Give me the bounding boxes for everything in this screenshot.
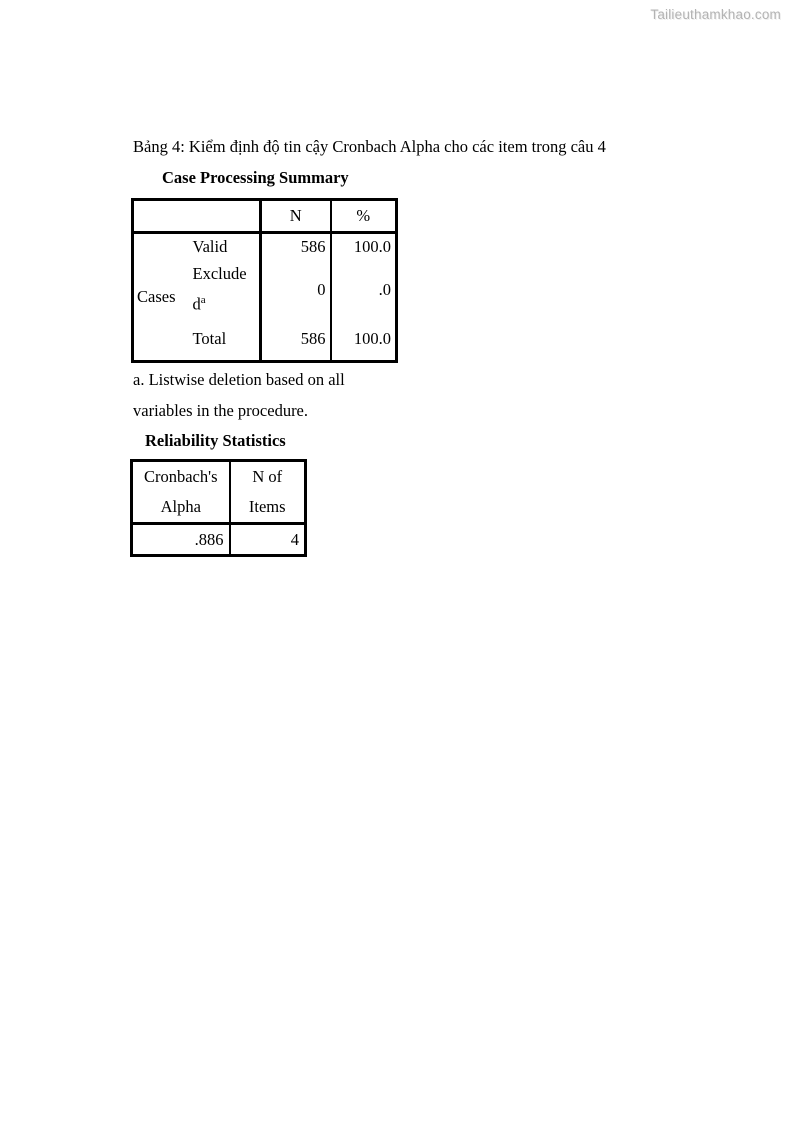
reliability-heading: Reliability Statistics xyxy=(145,431,286,450)
empty-header-cell xyxy=(133,200,261,233)
table-header-row xyxy=(133,200,397,233)
alpha-value: .886 xyxy=(194,529,224,549)
header-line: N of xyxy=(252,467,283,486)
valid-percent-value: 100.0 xyxy=(331,233,397,261)
table-header-row xyxy=(132,461,306,524)
row-group-label: Cases xyxy=(137,287,176,306)
excluded-percent-value: .0 xyxy=(331,261,397,319)
row-label-excluded xyxy=(191,261,261,319)
reliability-table xyxy=(130,459,307,557)
footnote-line-2: variables in the procedure. xyxy=(133,401,309,420)
header-line: Items xyxy=(248,497,286,516)
header-line: Cronbach's xyxy=(143,467,218,486)
col-header-cronbachs-alpha xyxy=(132,461,230,524)
row-label-total: Total xyxy=(192,329,227,349)
valid-n-value: 586 xyxy=(261,233,331,261)
excluded-label-line2: d xyxy=(192,294,201,314)
n-of-items-value: 4 xyxy=(230,524,306,556)
watermark-text: Tailieuthamkhao.com xyxy=(650,7,781,22)
total-n-value: 586 xyxy=(261,319,331,362)
row-label-valid: Valid xyxy=(192,237,228,257)
col-header-n-of-items xyxy=(230,461,306,524)
table-row xyxy=(133,233,397,261)
col-header-n: N xyxy=(261,200,331,233)
footnote-marker: a xyxy=(200,294,206,307)
table-row xyxy=(132,524,306,556)
header-line: Alpha xyxy=(160,497,201,516)
footnote-line-1: a. Listwise deletion based on all xyxy=(133,370,345,389)
excluded-n-value: 0 xyxy=(261,261,331,319)
case-processing-table xyxy=(131,198,398,363)
excluded-label-line1: Exclude xyxy=(192,264,247,284)
total-percent-value: 100.0 xyxy=(331,319,397,362)
case-processing-heading: Case Processing Summary xyxy=(162,168,349,187)
table-caption: Bảng 4: Kiểm định độ tin cậy Cronbach Alpha cho các item trong câu 4 xyxy=(133,137,606,156)
col-header-percent: % xyxy=(331,200,397,233)
